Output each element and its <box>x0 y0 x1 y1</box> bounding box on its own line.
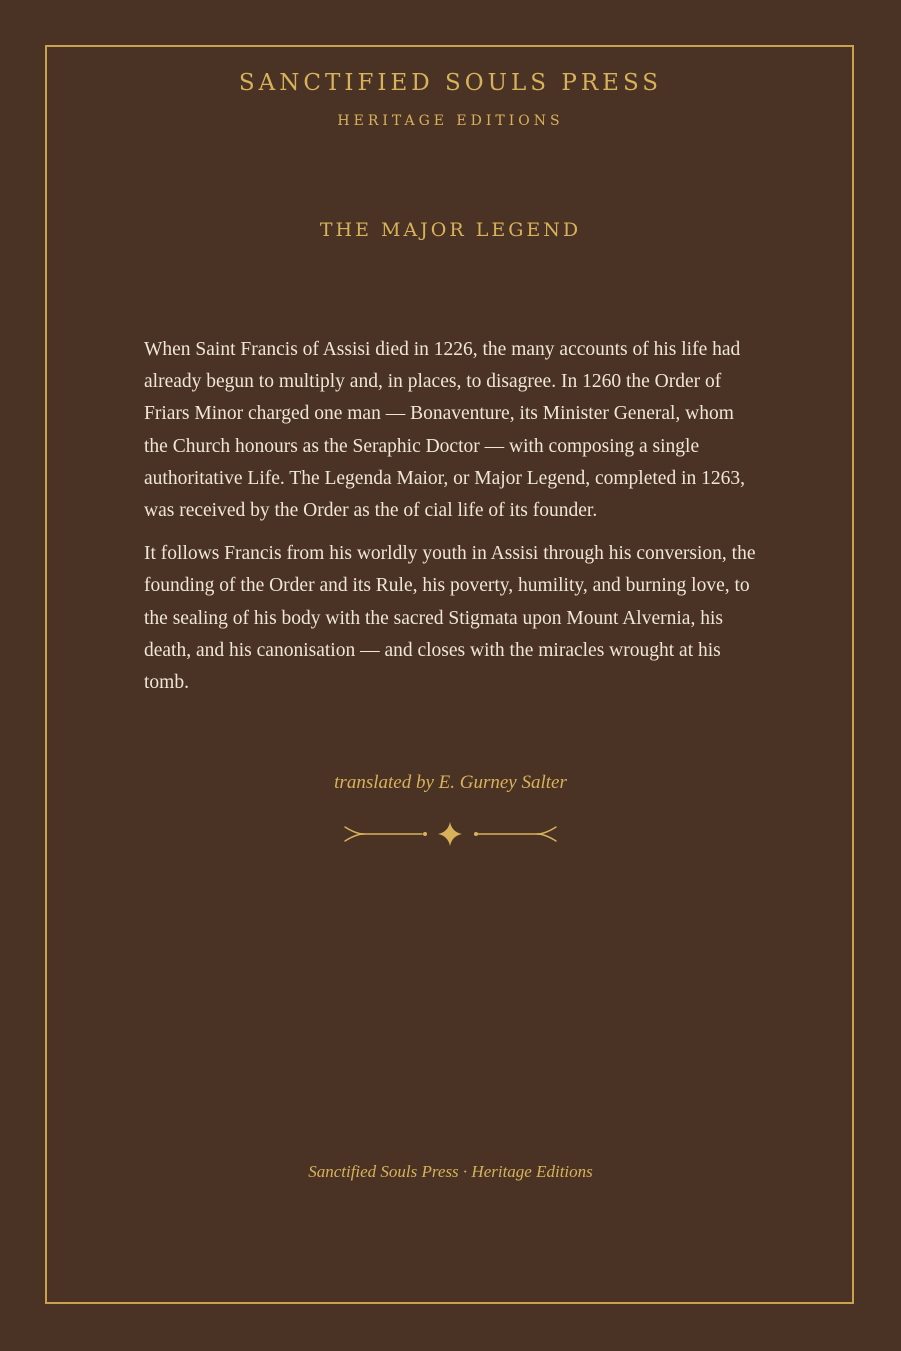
ornament-divider-top-icon <box>0 272 901 308</box>
description-text <box>144 334 762 710</box>
translator-credit: translated by E. Gurney Salter <box>334 772 567 793</box>
footer-imprint: Sanctified Souls Press · Heritage Editions <box>308 1162 593 1181</box>
book-title: THE MAJOR LEGEND <box>319 219 582 241</box>
publisher-name: SANCTIFIED SOULS PRESS <box>238 70 663 96</box>
series-name: HERITAGE EDITIONS <box>337 113 564 129</box>
description-paragraph: When Saint Francis of Assisi died in 1226, the many accounts of his life had already begun to multiply and, in places, to disagree. In 1260 the Order of Friars Minor charged one man — Bonaventure, its Minister General, whom the Church honours as the Seraphic Doctor — with composing a single authoritative Life. The Legenda Maior, or Major Legend, completed in 1263, was received by the Order as the of cial life of its founder. <box>144 339 745 522</box>
description-paragraph: It follows Francis from his worldly youth in Assisi through his conversion, the founding of the Order and its Rule, his poverty, humility, and burning love, to the sealing of his body with the sacred Stigmata upon Mount Alvernia, his death, and his canonisation — and closes with the miracles wrought at his tomb. <box>144 543 756 694</box>
ornament-divider-bottom-icon <box>0 820 901 848</box>
